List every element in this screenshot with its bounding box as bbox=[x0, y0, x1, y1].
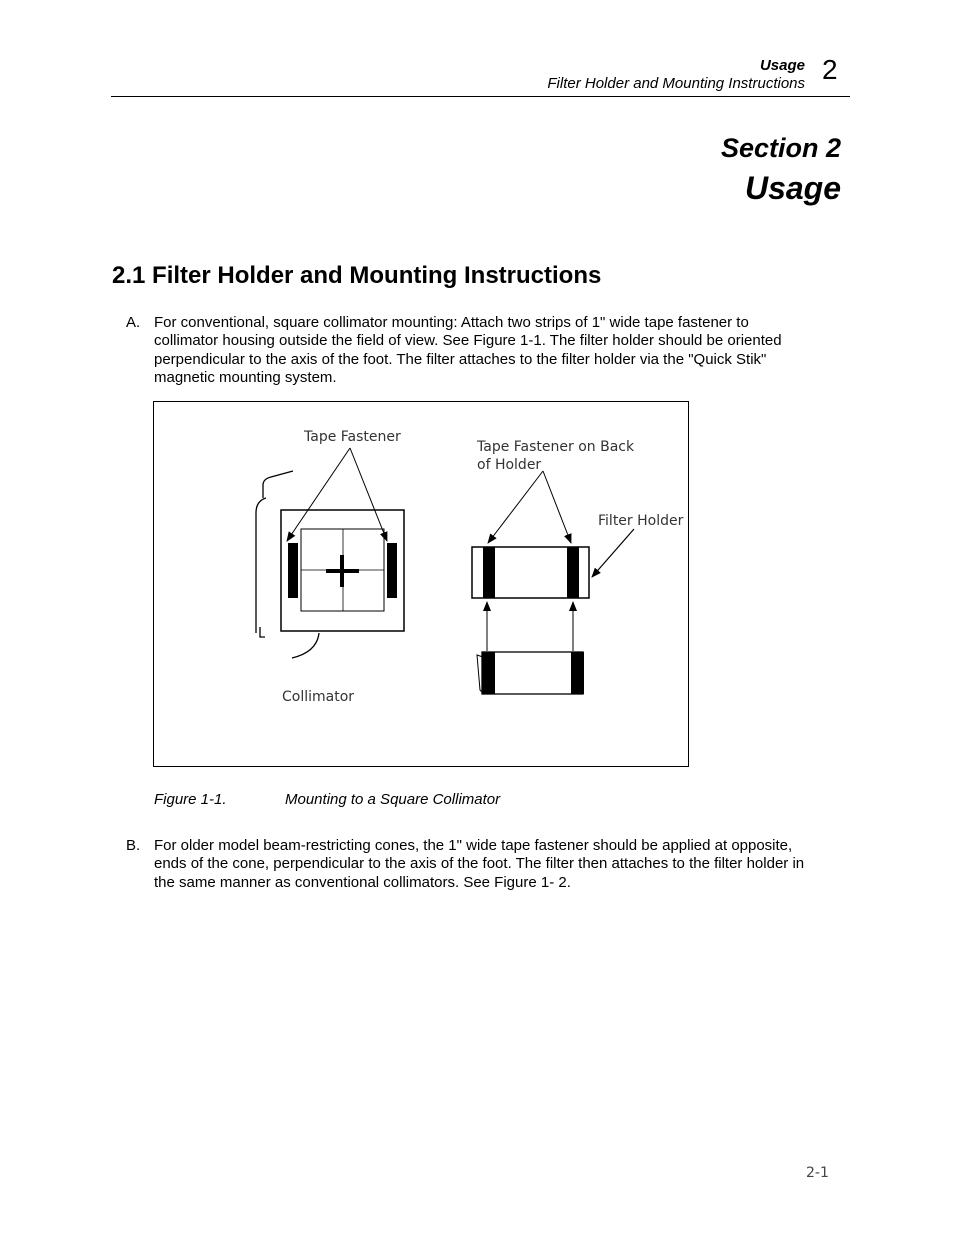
section-title: Usage bbox=[744, 170, 841, 206]
tape-fastener-strip-left bbox=[288, 543, 298, 598]
arrow-tape-back-left bbox=[488, 471, 543, 543]
paragraph-a-line: perpendicular to the axis of the foot. The filter attaches to the filter holder via the "Quick Stik" bbox=[154, 350, 767, 368]
subsection-heading: 2.1 Filter Holder and Mounting Instructions bbox=[112, 262, 602, 289]
arrow-tape-fastener-left bbox=[287, 448, 350, 541]
collimator-housing-outline bbox=[263, 471, 293, 498]
label-filter-holder: Filter Holder bbox=[598, 513, 684, 529]
filter-holder-tape-right bbox=[567, 547, 579, 598]
label-collimator: Collimator bbox=[282, 689, 355, 705]
label-tape-fastener-back: Tape Fastener on Back bbox=[477, 439, 635, 455]
chapter-number: 2 bbox=[822, 54, 838, 85]
collimator-housing-outline bbox=[256, 498, 266, 633]
paragraph-a-line: collimator housing outside the field of view. See Figure 1-1. The filter holder should be oriented bbox=[154, 332, 782, 350]
list-marker-a: A. bbox=[126, 314, 141, 331]
header-divider bbox=[111, 96, 850, 97]
section-label: Section 2 bbox=[720, 133, 841, 163]
tape-fastener-strip-right bbox=[387, 543, 397, 598]
figure-diagram bbox=[154, 402, 688, 766]
list-marker-b: B. bbox=[126, 837, 141, 854]
paragraph-b-line: ends of the cone, perpendicular to the axis of the foot. The filter then attaches to the filter holder in bbox=[154, 855, 805, 873]
figure-caption-number: Figure 1-1. bbox=[154, 791, 227, 808]
collimator-housing-outline bbox=[292, 633, 319, 658]
label-tape-fastener: Tape Fastener bbox=[304, 429, 401, 445]
collimator-housing-outline bbox=[260, 627, 265, 637]
arrow-tape-back-right bbox=[543, 471, 571, 543]
label-tape-fastener-back: of Holder bbox=[477, 457, 542, 473]
figure-caption-text: Mounting to a Square Collimator bbox=[285, 791, 501, 808]
paragraph-a-line: magnetic mounting system. bbox=[154, 368, 337, 386]
filter-tape-right bbox=[571, 652, 584, 694]
arrow-filter-holder bbox=[592, 529, 634, 577]
filter-outline bbox=[482, 652, 583, 694]
paragraph-b-line: For older model beam-restricting cones, the 1" wide tape fastener should be applied at opposite, bbox=[154, 837, 793, 854]
running-header-title: Usage bbox=[759, 57, 805, 74]
arrow-tape-fastener-right bbox=[350, 448, 387, 541]
filter-holder-tape-left bbox=[483, 547, 495, 598]
running-header-subtitle: Filter Holder and Mounting Instructions bbox=[547, 75, 805, 92]
filter-tape-left bbox=[482, 652, 495, 694]
page-number: 2-1 bbox=[806, 1165, 829, 1181]
figure-square-collimator bbox=[153, 401, 689, 767]
paragraph-a bbox=[154, 314, 844, 387]
paragraph-b-line: the same manner as conventional collimators. See Figure 1- 2. bbox=[154, 873, 571, 891]
paragraph-a-line: For conventional, square collimator mounting: Attach two strips of 1" wide tape fastener to bbox=[154, 314, 749, 331]
paragraph-b bbox=[154, 837, 844, 892]
